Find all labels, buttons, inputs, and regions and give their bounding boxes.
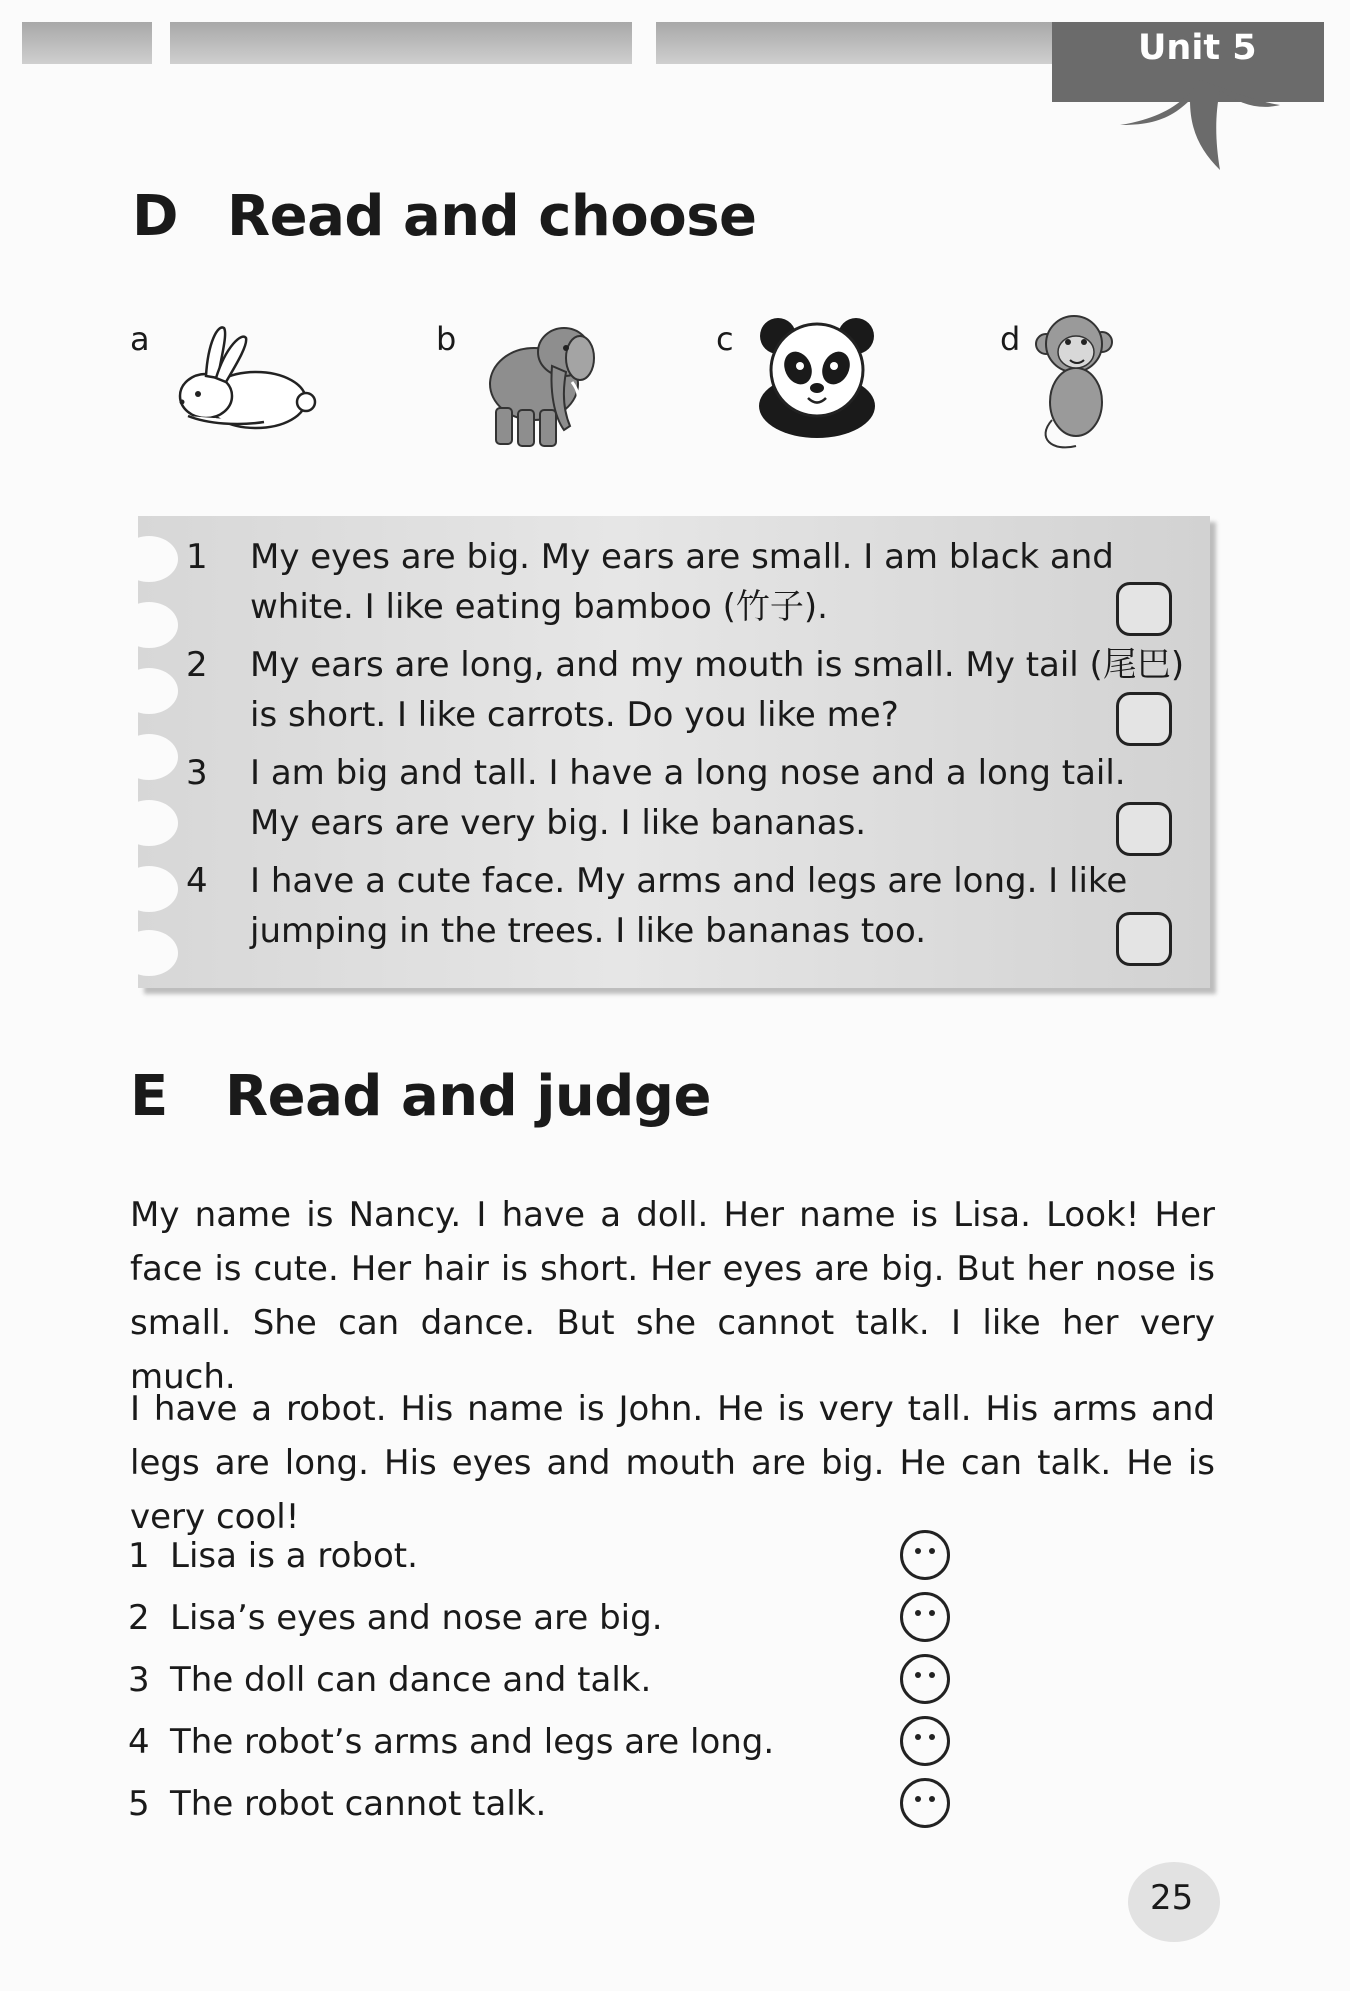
face-answer-2[interactable] [900,1592,950,1642]
card-notch [120,734,178,780]
judge-text: The robot cannot talk. [170,1784,547,1824]
monkey-icon [1032,312,1122,452]
card-notch [120,668,178,714]
choose-item-line: My ears are long, and my mouth is small. My tail (尾巴) [250,645,1185,685]
face-answer-4[interactable] [900,1716,950,1766]
elephant-icon [472,312,602,452]
picture-label-b: b [436,320,457,358]
page-number: 25 [1150,1878,1194,1918]
section-e-title: Read and judge [225,1064,711,1129]
card-notch [120,536,178,582]
card-notch [120,800,178,846]
choose-item-2 [186,640,1185,740]
judge-text: Lisa’s eyes and nose are big. [170,1598,663,1638]
passage-paragraph-2: I have a robot. His name is John. He is very tall. His arms and legs are long. His eyes and mouth are big. He can talk. He is very cool! [130,1389,1215,1537]
face-answer-1[interactable] [900,1530,950,1580]
card-notch [120,930,178,976]
choose-item-line: white. I like eating bamboo (竹子). [250,587,828,627]
rabbit-icon [168,312,318,442]
choose-item-number: 1 [186,537,208,577]
judge-statement-1 [128,1536,418,1576]
section-e-heading [130,1064,711,1129]
choose-item-4 [186,856,1128,956]
choose-item-1 [186,532,1114,632]
judge-statement-3 [128,1660,651,1700]
choose-item-line: I am big and tall. I have a long nose and a long tail. [250,753,1126,793]
section-d-title: Read and choose [227,184,757,249]
judge-number: 5 [128,1784,150,1824]
choose-item-number: 2 [186,645,208,685]
judge-number: 2 [128,1598,150,1638]
card-notch [120,602,178,648]
judge-statement-2 [128,1598,663,1638]
picture-label-a: a [130,320,150,358]
judge-text: Lisa is a robot. [170,1536,418,1576]
section-d-heading [132,184,757,249]
card-notch [120,866,178,912]
judge-text: The doll can dance and talk. [170,1660,652,1700]
choose-item-line: I have a cute face. My arms and legs are long. I like [250,861,1128,901]
face-answer-5[interactable] [900,1778,950,1828]
leaf-icon [1120,80,1280,170]
choose-item-number: 3 [186,753,208,793]
header-band-segment [22,22,152,64]
section-e-letter: E [130,1064,168,1129]
face-answer-3[interactable] [900,1654,950,1704]
answer-box-4[interactable] [1116,912,1172,966]
header-band-segment [170,22,642,64]
answer-box-2[interactable] [1116,692,1172,746]
unit-label: Unit 5 [1138,28,1257,68]
judge-statement-5 [128,1784,546,1824]
choose-item-3 [186,748,1126,848]
judge-text: The robot’s arms and legs are long. [170,1722,775,1762]
answer-box-1[interactable] [1116,582,1172,636]
picture-label-c: c [716,320,734,358]
picture-label-d: d [1000,320,1021,358]
section-d-letter: D [132,184,178,249]
answer-box-3[interactable] [1116,802,1172,856]
panda-icon [752,312,882,442]
header-band-gap [632,22,644,64]
header-band-segment [656,22,1052,64]
judge-number: 4 [128,1722,150,1762]
judge-number: 3 [128,1660,150,1700]
judge-statement-4 [128,1722,774,1762]
choose-item-number: 4 [186,861,208,901]
choose-item-line: My eyes are big. My ears are small. I am black and [250,537,1114,577]
choose-item-line: is short. I like carrots. Do you like me? [250,695,899,735]
choose-item-line: My ears are very big. I like bananas. [250,803,867,843]
passage-paragraph-1: My name is Nancy. I have a doll. Her name is Lisa. Look! Her face is cute. Her hair is short. Her eyes are big. But her nose is small. She can dance. But she cannot talk. I like her very much. [130,1195,1215,1397]
choose-item-line: jumping in the trees. I like bananas too. [250,911,926,951]
judge-number: 1 [128,1536,150,1576]
